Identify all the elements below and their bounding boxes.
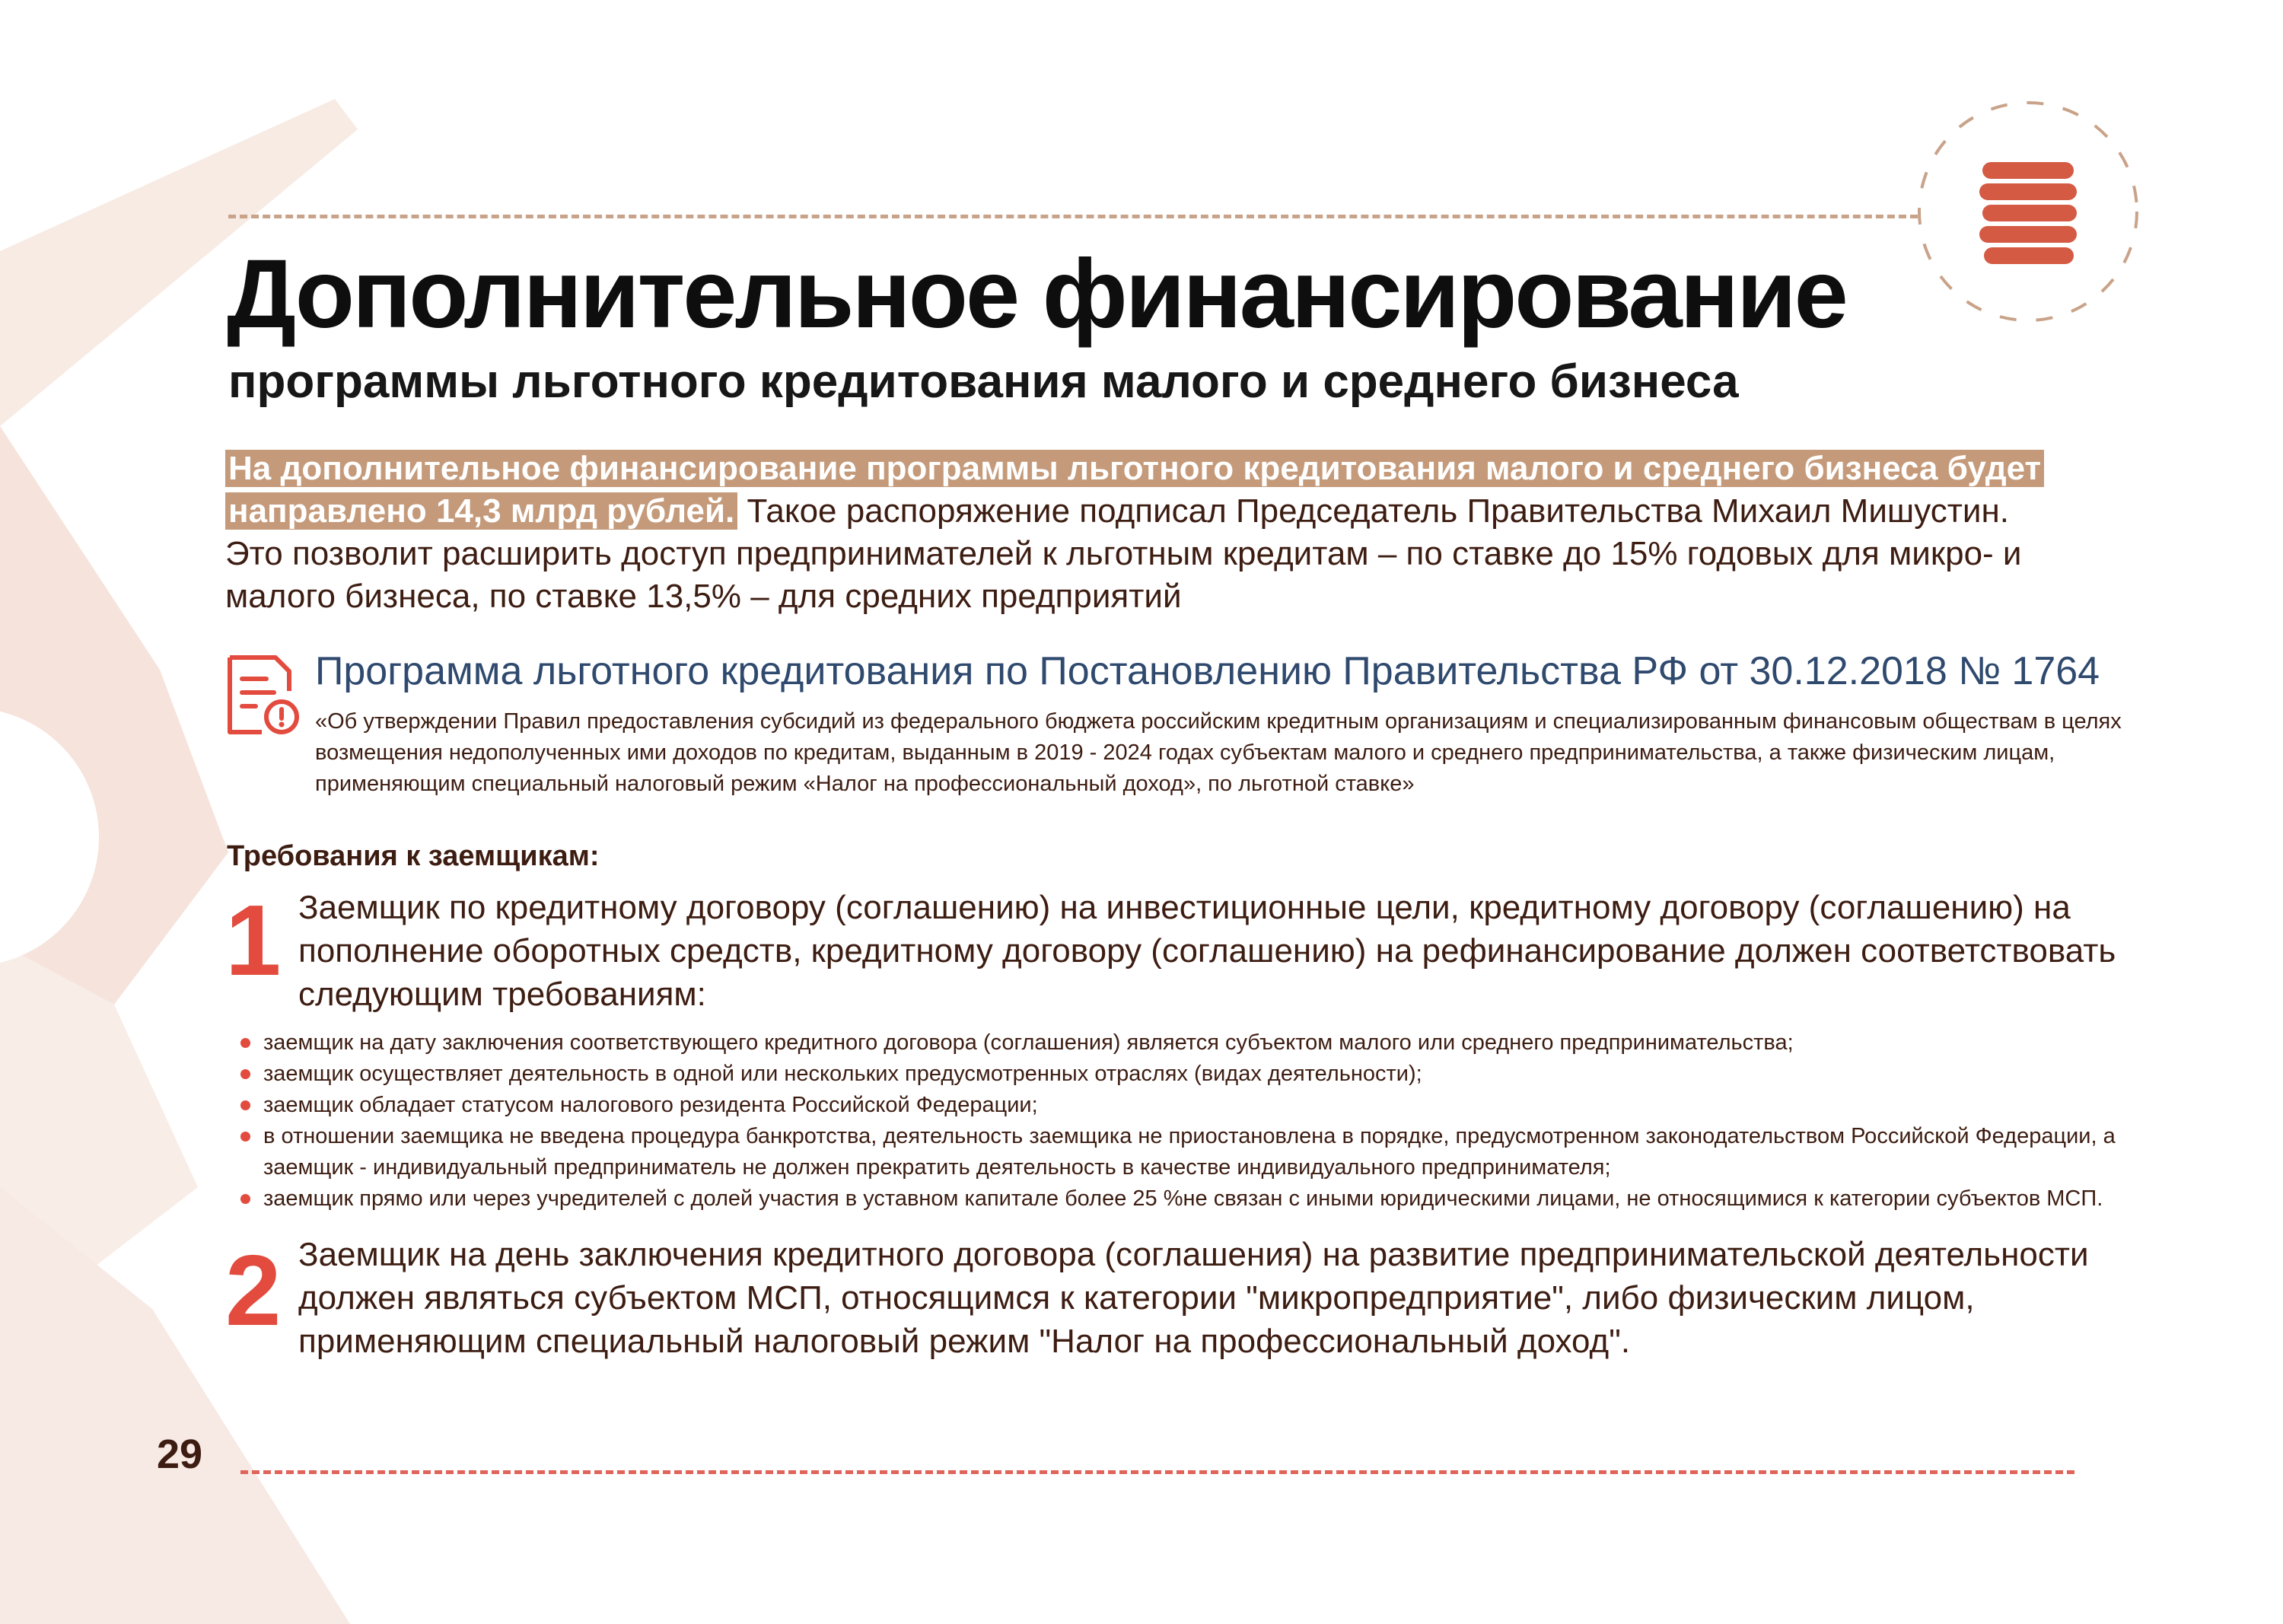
bullet-dot (240, 1132, 250, 1142)
requirement-1-text: Заемщик по кредитному договору (соглашению) на инвестиционные цели, кредитному договору (соглашению) на пополнение оборотных средств, кредитному договору (соглашению) на рефинансирование должен соответствовать следующим требованиям: (298, 889, 2116, 1013)
requirement-2-text: Заемщик на день заключения кредитного договора (соглашения) на развитие предпринимательской деятельности должен являться субъектом МСП, относящимся к категории "микропредприятие", либо физическим лицом, применяющим специальный налоговый режим "Налог на профессиональный доход". (298, 1236, 2089, 1360)
page-title: Дополнительное финансирование (227, 240, 1846, 349)
program-title: Программа льготного кредитования по Постановлению Правительства РФ от 30.12.2018 № 1764 (315, 649, 2100, 693)
requirement-number-2: 2 (225, 1234, 282, 1346)
list-item (240, 1059, 2189, 1090)
list-item-text: в отношении заемщика не введена процедура банкротства, деятельность заемщика не приостановлена в порядке, предусмотренном законодательством Российской Федерации, а заемщик - индивидуальный предприниматель не должен прекратить деятельность в качестве индивидуального предпринимателя; (263, 1124, 2116, 1180)
list-item (240, 1121, 2189, 1183)
list-item-text: заемщик прямо или через учредителей с долей участия в уставном капитале более 25 %не связан с иными юридическими лицами, не относящимися к категории субъектов МСП. (263, 1186, 2103, 1211)
bullet-dot (240, 1194, 250, 1204)
list-item (240, 1027, 2189, 1059)
list-item-text: заемщик на дату заключения соответствующего кредитного договора (соглашения) является субъектом малого или среднего предпринимательства; (263, 1030, 1794, 1055)
lead-paragraph (225, 447, 2067, 618)
top-divider (228, 215, 1918, 218)
requirement-1-bullets (240, 1027, 2189, 1215)
list-item (240, 1183, 2189, 1215)
page-subtitle: программы льготного кредитования малого и среднего бизнеса (228, 355, 1739, 408)
lead-text: Такое распоряжение подписал Председатель Правительства Михаил Мишустин. Это позволит расширить доступ предпринимателей к льготным кредитам – по ставке до 15% годовых для микро- и малого бизнеса, по ставке 13,5% – для средних предприятий (225, 492, 2022, 615)
list-item-text: заемщик обладает статусом налогового резидента Российской Федерации; (263, 1093, 1038, 1117)
requirements-heading: Требования к заемщикам: (227, 840, 600, 872)
list-item-text: заемщик осуществляет деятельность в одной или нескольких предусмотренных отраслях (видах деятельности); (263, 1062, 1422, 1086)
coins-stack-icon (1914, 97, 2142, 326)
document-warning-icon (225, 653, 301, 737)
bottom-divider (240, 1470, 2074, 1474)
lead-highlight: На дополнительное финансирование программы льготного кредитования малого и среднего бизнеса будет направлено 14,3 млрд рублей. (225, 450, 2044, 530)
bullet-dot (240, 1069, 250, 1079)
page-number: 29 (157, 1431, 203, 1477)
bullet-dot (240, 1038, 250, 1048)
program-description: «Об утверждении Правил предоставления субсидий из федерального бюджета российским кредитным организациям и специализированным финансовым обществам в целях возмещения недополученных ими доходов по кредитам, выданным в 2019 - 2024 годах субъектам малого и среднего предпринимательства, а также физическим лицам, применяющим специальный налоговый режим «Налог на профессиональный доход», по льготной ставке» (315, 709, 2122, 796)
list-item (240, 1090, 2189, 1121)
bullet-dot (240, 1100, 250, 1110)
requirement-number-1: 1 (225, 884, 282, 996)
